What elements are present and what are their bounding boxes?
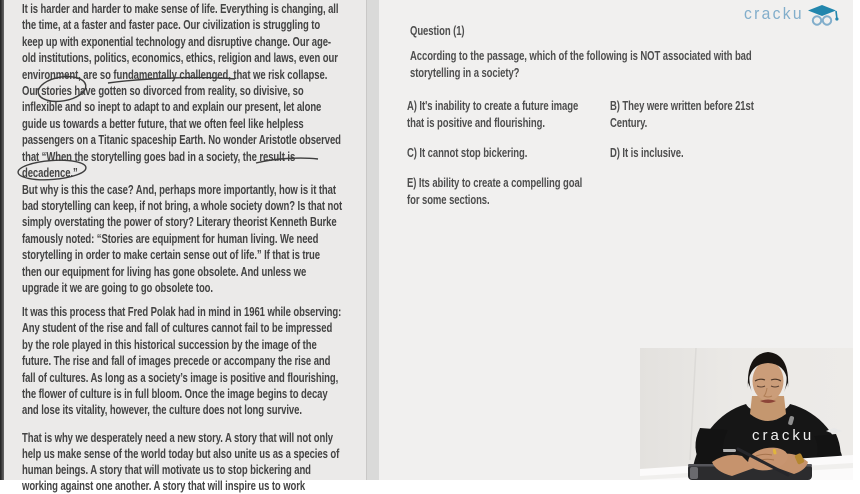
passage-line: by the role played in this historical succession by the image of the	[22, 337, 317, 352]
passage-line: upgrade it we are going to go obsolete too.	[22, 280, 213, 295]
passage-line: that “When the storytelling goes bad in a society, the result is	[22, 149, 296, 164]
passage-line: simply overstating the power of story? Literary theorist Kenneth Burke	[22, 215, 337, 230]
instructor-face	[753, 361, 784, 401]
option-line: that is positive and flourishing.	[407, 116, 545, 130]
question-number: Question (1)	[410, 24, 465, 38]
option-line: E) Its ability to create a compelling goal	[407, 176, 583, 190]
passage-line: the flower of culture is in full bloom. Once the image begins to decay	[22, 387, 328, 402]
passage-line: keep up with exponential technology and disruptive change. Our age-	[22, 34, 331, 49]
graduation-cap-icon	[807, 4, 839, 28]
passage-scrollbar[interactable]	[366, 0, 380, 480]
passage-line: working against one another. A story that will inspire us to work	[22, 478, 306, 493]
passage-line: and lose its vitality, however, the culture does not long survive.	[22, 403, 302, 418]
cracku-logo	[744, 3, 839, 28]
passage-line: decadence.”	[22, 166, 78, 181]
option-d[interactable]	[610, 145, 707, 162]
cracku-logo-text: cracku	[744, 4, 804, 23]
passage-line: passengers on a Titanic spaceship Earth. No wonder Aristotle observed	[22, 133, 341, 148]
passage-line: bad storytelling can keep, if not bring, a whole society down? Is that not	[22, 198, 343, 213]
option-line: for some sections.	[407, 193, 490, 207]
passage-line: the time, at a faster and faster pace. Our civilization is struggling to	[22, 18, 321, 33]
passage-line: It was this process that Fred Polak had in mind in 1961 while observing:	[22, 305, 342, 319]
instructor-scene	[640, 348, 853, 480]
option-line: B) They were written before 21st	[610, 99, 754, 113]
passage-line: Our stories have gotten so divorced from reality, so divisive, so	[22, 84, 304, 99]
passage-line: future. The rise and fall of images precede or accompany the rise and	[22, 354, 331, 369]
passage-line: famously noted: “Stories are equipment for human living. We need	[22, 231, 319, 246]
instructor-webcam	[640, 348, 853, 480]
option-line: A) It's inability to create a future image	[407, 99, 579, 113]
question-text-line: storytelling in a society?	[410, 66, 520, 80]
passage-line: environment, are so fundamentally challenged, that we risk collapse.	[22, 67, 328, 82]
passage-line: Any student of the rise and fall of cultures cannot fail to be impressed	[22, 321, 333, 336]
passage-line: It is harder and harder to make sense of life. Everything is changing, all	[22, 2, 339, 16]
option-c[interactable]	[407, 145, 565, 162]
passage-line: human beings. A story that will motivate us to stop bickering and	[22, 462, 311, 477]
question-text-line: According to the passage, which of the following is NOT associated with bad	[410, 49, 752, 63]
option-line: Century.	[610, 116, 648, 130]
shirt-logo-text: cracku	[752, 427, 815, 444]
passage-line: help us make sense of the world today but also unite us as a species of	[22, 446, 340, 461]
option-e[interactable]	[407, 175, 638, 209]
passage-line: then our equipment for living has gone obsolete. And unless we	[22, 264, 307, 279]
passage-line: fall of cultures. As long as a society’s image is positive and flourishing,	[22, 370, 339, 385]
passage-line: storytelling in order to make certain sense out of life.” If that is true	[22, 248, 320, 263]
passage-line: old institutions, politics, economics, ethics, religion and laws, even our	[22, 51, 338, 66]
option-a[interactable]	[407, 98, 632, 132]
passage-panel[interactable]	[4, 0, 366, 493]
option-b[interactable]	[610, 98, 799, 132]
passage-line: But why is this the case? And, perhaps more importantly, how is it that	[22, 182, 336, 197]
wall-corner	[690, 348, 696, 460]
passage-line: That is why we desperately need a new story. A story that will not only	[22, 430, 333, 445]
passage-line: inflexible and so inept to adapt to and explain our present, let alone	[22, 100, 322, 115]
question-text	[410, 48, 860, 82]
tablet-left-rim	[690, 467, 698, 479]
option-line: C) It cannot stop bickering.	[407, 146, 528, 160]
option-line: D) It is inclusive.	[610, 146, 684, 160]
passage-line: guide us towards a better future, that we often feel like helpless	[22, 116, 304, 131]
